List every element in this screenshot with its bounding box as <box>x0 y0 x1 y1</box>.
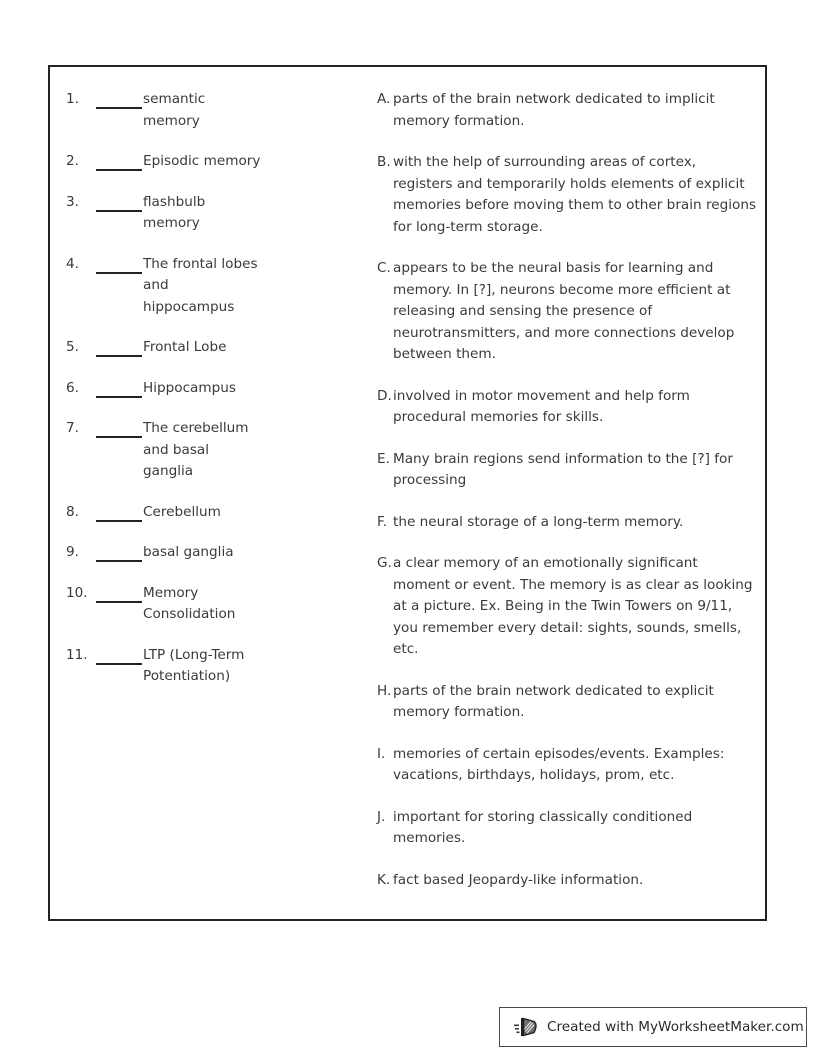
term-item <box>66 502 366 524</box>
definition-letter: E. <box>377 450 390 467</box>
definition-text: fact based Jeopardy-like information. <box>393 871 644 888</box>
definition-text: appears to be the neural basis for learning and memory. In [?], neurons become more efficient at releasing and sensing the presence of neurotransmitters, and more connections develop between them. <box>393 260 735 362</box>
term-item <box>66 151 366 173</box>
created-with-badge[interactable] <box>499 1007 807 1047</box>
term-number: 8. <box>66 503 79 520</box>
term-number: 1. <box>66 91 79 107</box>
term-number: 4. <box>66 255 79 272</box>
term-answer-blank[interactable] <box>96 502 142 522</box>
definition-text: parts of the brain network dedicated to explicit memory formation. <box>393 682 714 720</box>
term-answer-blank[interactable] <box>96 151 142 171</box>
definition-item <box>377 512 757 534</box>
definition-text: memories of certain episodes/events. Examples: vacations, birthdays, holidays, prom, etc. <box>393 745 725 783</box>
term-label: Hippocampus <box>143 379 236 396</box>
definition-text: a clear memory of an emotionally significant moment or event. The memory is as clear as looking at a picture. Ex. Being in the Twin Towers on 9/11, you remember every detail: sights, sounds, smells, etc. <box>393 555 753 657</box>
term-number: 10. <box>66 584 88 601</box>
term-answer-blank[interactable] <box>96 418 142 438</box>
term-answer-blank[interactable] <box>96 542 142 562</box>
term-label: LTP (Long-Term Potentiation) <box>143 646 245 684</box>
term-item <box>66 89 366 132</box>
definition-item <box>377 258 757 366</box>
definition-letter: K. <box>377 871 391 888</box>
term-label: The frontal lobes and hippocampus <box>143 255 258 315</box>
definition-item <box>377 870 757 892</box>
term-item <box>66 192 366 235</box>
worksheet-columns <box>50 67 765 919</box>
term-label: The cerebellum and basal ganglia <box>143 420 249 479</box>
term-number: 9. <box>66 544 79 560</box>
term-item <box>66 418 366 483</box>
definition-text: involved in motor movement and help form procedural memories for skills. <box>393 387 690 425</box>
term-answer-blank[interactable] <box>96 89 142 109</box>
definition-item <box>377 386 757 429</box>
worksheet-maker-logo-icon <box>514 1015 540 1039</box>
definition-item <box>377 681 757 724</box>
term-item <box>66 583 366 626</box>
definition-letter: G. <box>377 555 392 571</box>
definition-letter: B. <box>377 154 391 170</box>
definition-text: parts of the brain network dedicated to implicit memory formation. <box>393 91 715 129</box>
term-answer-blank[interactable] <box>96 645 142 665</box>
term-answer-blank[interactable] <box>96 378 142 398</box>
definition-letter: F. <box>377 513 387 530</box>
definition-text: important for storing classically conditioned memories. <box>393 808 693 846</box>
term-label: basal ganglia <box>143 544 234 560</box>
badge-label: Created with MyWorksheetMaker.com <box>547 1019 804 1035</box>
term-item <box>66 254 366 319</box>
term-answer-blank[interactable] <box>96 337 142 357</box>
definition-text: with the help of surrounding areas of cortex, registers and temporarily holds elements of explicit memories before moving them to other brain regions for long-term storage. <box>393 154 757 235</box>
definition-letter: A. <box>377 91 391 107</box>
term-answer-blank[interactable] <box>96 254 142 274</box>
term-label: Cerebellum <box>143 503 221 520</box>
definition-letter: D. <box>377 387 392 404</box>
definition-letter: J. <box>377 808 386 825</box>
term-label: Episodic memory <box>143 153 261 169</box>
term-label: Memory Consolidation <box>143 584 236 622</box>
term-answer-blank[interactable] <box>96 583 142 603</box>
definition-item <box>377 744 757 787</box>
term-answer-blank[interactable] <box>96 192 142 212</box>
term-item <box>66 378 366 400</box>
term-label: Frontal Lobe <box>143 339 227 355</box>
term-label: flashbulb memory <box>143 193 206 231</box>
definition-text: the neural storage of a long-term memory. <box>393 513 684 530</box>
definition-item <box>377 807 757 850</box>
term-number: 6. <box>66 379 79 396</box>
term-number: 3. <box>66 193 79 210</box>
terms-column <box>66 89 366 707</box>
term-number: 11. <box>66 646 88 663</box>
definition-item <box>377 449 757 492</box>
definition-item <box>377 553 757 661</box>
definition-item <box>377 152 757 238</box>
definition-letter: I. <box>377 745 386 762</box>
definition-item <box>377 89 757 132</box>
definitions-column <box>377 89 757 911</box>
definition-letter: C. <box>377 260 391 276</box>
term-item <box>66 337 366 359</box>
term-label: semantic memory <box>143 91 206 129</box>
term-number: 2. <box>66 153 79 169</box>
term-item <box>66 542 366 564</box>
worksheet-frame <box>48 65 767 921</box>
definition-letter: H. <box>377 682 392 699</box>
term-number: 5. <box>66 339 79 355</box>
definition-text: Many brain regions send information to the [?] for processing <box>393 450 733 488</box>
term-item <box>66 645 366 688</box>
term-number: 7. <box>66 420 79 436</box>
